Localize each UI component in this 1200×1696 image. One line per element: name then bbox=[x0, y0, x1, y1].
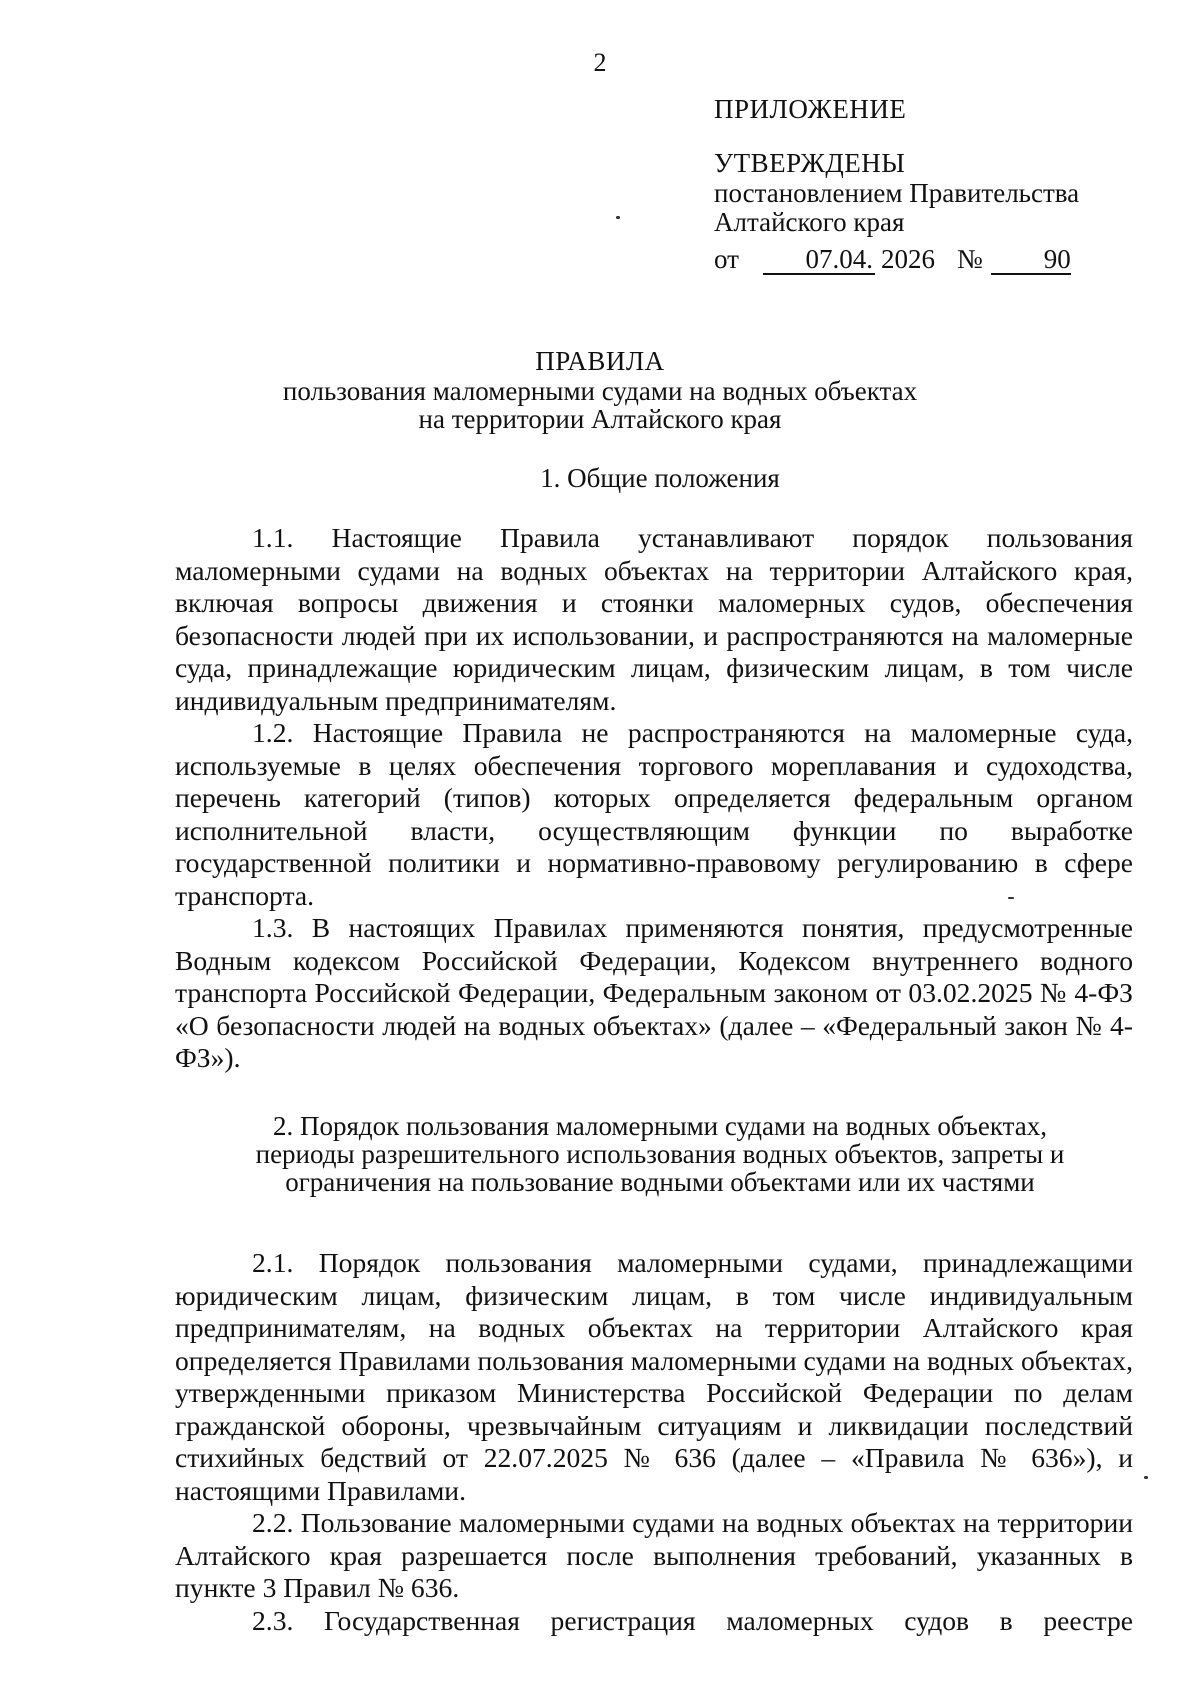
section-heading-line: периоды разрешительного использования водных объектов, запреты и bbox=[255, 1139, 1065, 1169]
paragraph: 2.3. Государственная регистрация маломерных судов в реестре bbox=[252, 1604, 1133, 1636]
section-2-heading bbox=[200, 1112, 1120, 1196]
paragraph: 1.1. Настоящие Правила устанавливают порядок пользования маломерными судами на водных объектах на территории Алтайского края, включая вопросы движения и стоянки маломерных судов, обеспечения безопасности людей при их использовании, и распространяются на маломерные суда, принадлежащие юридическим лицам, физическим лицам, в том числе индивидуальным предпринимателям. bbox=[175, 522, 1133, 716]
paragraph: 1.3. В настоящих Правилах применяются понятия, предусмотренные Водным кодексом Российской Федерации, Кодексом внутреннего водного транспорта Российской Федерации, Федеральным законом от 03.02.2025 № 4-ФЗ «О безопасности людей на водных объектах» (далее – «Федеральный закон № 4-ФЗ»). bbox=[175, 912, 1133, 1073]
date-number-line bbox=[714, 243, 1154, 275]
page-number: 2 bbox=[593, 48, 607, 77]
section-heading-line: 2. Порядок пользования маломерными судами на водных объектах, bbox=[273, 1111, 1047, 1141]
approved-by-line: постановлением Правительства bbox=[714, 178, 1080, 208]
date-year: 2026 bbox=[880, 244, 935, 274]
scan-speck bbox=[1008, 897, 1014, 899]
section-1-body bbox=[175, 522, 1133, 1075]
rules-title: ПРАВИЛА bbox=[535, 346, 665, 376]
paragraph: 2.2. Пользование маломерными судами на водных объектах на территории Алтайского края разрешается после выполнения требований, указанных в пункте 3 Правил № 636. bbox=[175, 1507, 1133, 1603]
rules-subtitle-line: на территории Алтайского края bbox=[418, 404, 782, 434]
date-prefix: от bbox=[714, 244, 739, 274]
appendix-block bbox=[714, 92, 1154, 275]
rules-heading bbox=[0, 345, 1200, 433]
section-heading-line: 1. Общие положения bbox=[540, 463, 780, 493]
scan-speck bbox=[1144, 1476, 1148, 1479]
number-prefix: № bbox=[956, 244, 983, 274]
appendix-title: ПРИЛОЖЕНИЕ bbox=[714, 94, 907, 124]
section-heading-line: ограничения на пользование водными объектами или их частями bbox=[285, 1167, 1035, 1197]
number-value: 90 bbox=[991, 245, 1071, 275]
rules-subtitle-line: пользования маломерными судами на водных объектах bbox=[282, 376, 918, 406]
section-1-heading bbox=[200, 464, 1120, 492]
paragraph: 2.1. Порядок пользования маломерными судами, принадлежащими юридическим лицам, физическим лицам, в том числе индивидуальным предпринимателям, на водных объектах на территории Алтайского края определяется Правилами пользования маломерными судами на водных объектах, утвержденными приказом Министерства Российской Федерации по делам гражданской обороны, чрезвычайным ситуациям и ликвидации последствий стихийных бедствий от 22.07.2025 № 636 (далее – «Правила № 636»), и настоящими Правилами. bbox=[175, 1247, 1133, 1506]
approved-title: УТВЕРЖДЕНЫ bbox=[714, 148, 906, 178]
approved-region-line: Алтайского края bbox=[714, 207, 905, 237]
scan-speck bbox=[616, 216, 620, 219]
section-2-body bbox=[175, 1247, 1133, 1637]
paragraph: 1.2. Настоящие Правила не распространяются на маломерные суда, используемые в целях обеспечения торгового мореплавания и судоходства, перечень категорий (типов) которых определяется федеральным органом исполнительной власти, осуществляющим функции по выработке государственной политики и нормативно-правовому регулированию в сфере транспорта. bbox=[175, 717, 1133, 911]
date-value: 07.04. bbox=[763, 245, 875, 275]
